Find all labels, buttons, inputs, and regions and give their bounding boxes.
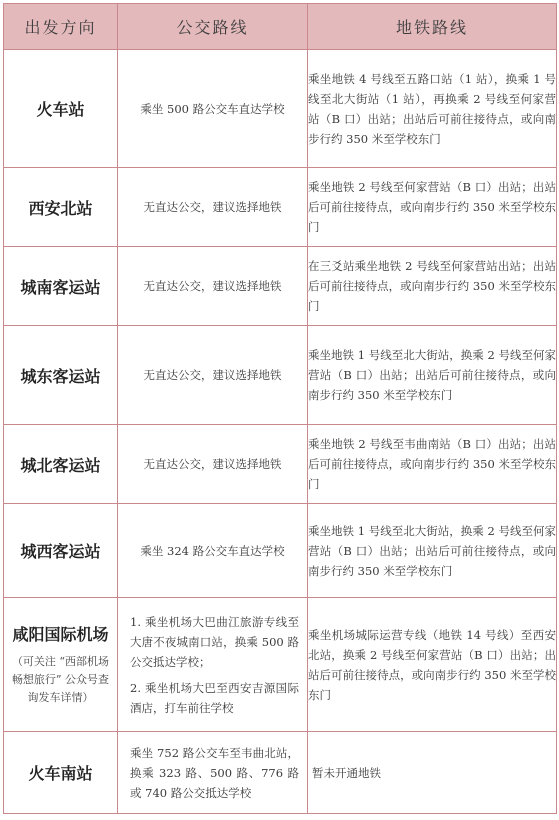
- metro-cell: 在三爻站乘坐地铁 2 号线至何家营站出站；出站后可前往接待点，或向南步行约 350 米至学校东门: [308, 247, 557, 326]
- table-row: [4, 732, 557, 814]
- header-metro: 地铁路线: [308, 4, 557, 50]
- header-row: [4, 4, 557, 50]
- metro-cell: 乘坐地铁 4 号线至五路口站（1 站），换乘 1 号线至北大街站（1 站），再换乘 2 号线至何家营站（B 口）出站；出站后可前往接待点，或向南步行约 350 米至学校东门: [308, 50, 557, 168]
- origin-cell: 城西客运站: [4, 504, 118, 598]
- origin-cell: 西安北站: [4, 168, 118, 247]
- origin-cell: 城北客运站: [4, 425, 118, 504]
- bus-cell: 乘坐 500 路公交车直达学校: [118, 50, 308, 168]
- metro-cell: 乘坐地铁 2 号线至何家营站（B 口）出站；出站后可前往接待点，或向南步行约 350 米至学校东门: [308, 168, 557, 247]
- origin-cell: 城东客运站: [4, 326, 118, 425]
- metro-cell: 乘坐地铁 1 号线至北大街站，换乘 2 号线至何家营站（B 口）出站；出站后可前往接待点，或向南步行约 350 米至学校东门: [308, 504, 557, 598]
- origin-cell: 火车南站: [4, 732, 118, 814]
- origin-cell: 火车站: [4, 50, 118, 168]
- metro-cell: 乘坐地铁 1 号线至北大街站，换乘 2 号线至何家营站（B 口）出站；出站后可前往接待点，或向南步行约 350 米至学校东门: [308, 326, 557, 425]
- table-row: [4, 50, 557, 168]
- table-row: [4, 247, 557, 326]
- bus-cell: 乘坐 752 路公交车至韦曲北站，换乘 323 路、500 路、776 路或 740 路公交抵达学校: [118, 732, 308, 814]
- table-row: [4, 326, 557, 425]
- header-bus: 公交路线: [118, 4, 308, 50]
- route-table: [3, 3, 557, 814]
- table-row: [4, 425, 557, 504]
- bus-cell: 无直达公交，建议选择地铁: [118, 425, 308, 504]
- metro-cell: 暂未开通地铁: [308, 732, 557, 814]
- header-origin: 出发方向: [4, 4, 118, 50]
- bus-option: 2. 乘坐机场大巴至西安吉源国际酒店，打车前往学校: [130, 680, 299, 715]
- table-row: [4, 168, 557, 247]
- bus-cell: 乘坐 324 路公交车直达学校: [118, 504, 308, 598]
- origin-note: （可关注 “西部机场畅想旅行” 公众号查询发车详情）: [11, 655, 110, 704]
- table-row: [4, 504, 557, 598]
- table-row: [4, 598, 557, 732]
- bus-option: 1. 乘坐机场大巴曲江旅游专线至大唐不夜城南口站，换乘 500 路公交抵达学校；: [130, 614, 299, 669]
- metro-cell: 乘坐地铁 2 号线至韦曲南站（B 口）出站；出站后可前往接待点，或向南步行约 350 米至学校东门: [308, 425, 557, 504]
- bus-cell: [118, 598, 308, 732]
- metro-cell: 乘坐机场城际运营专线（地铁 14 号线）至西安北站，换乘 2 号线至何家营站（B 口）出站；出站后可前往接待点，或向南步行约 350 米至学校东门: [308, 598, 557, 732]
- bus-cell: 无直达公交，建议选择地铁: [118, 326, 308, 425]
- origin-title: 咸阳国际机场: [12, 625, 109, 644]
- bus-cell: 无直达公交，建议选择地铁: [118, 247, 308, 326]
- origin-cell: [4, 598, 118, 732]
- origin-cell: 城南客运站: [4, 247, 118, 326]
- bus-cell: 无直达公交，建议选择地铁: [118, 168, 308, 247]
